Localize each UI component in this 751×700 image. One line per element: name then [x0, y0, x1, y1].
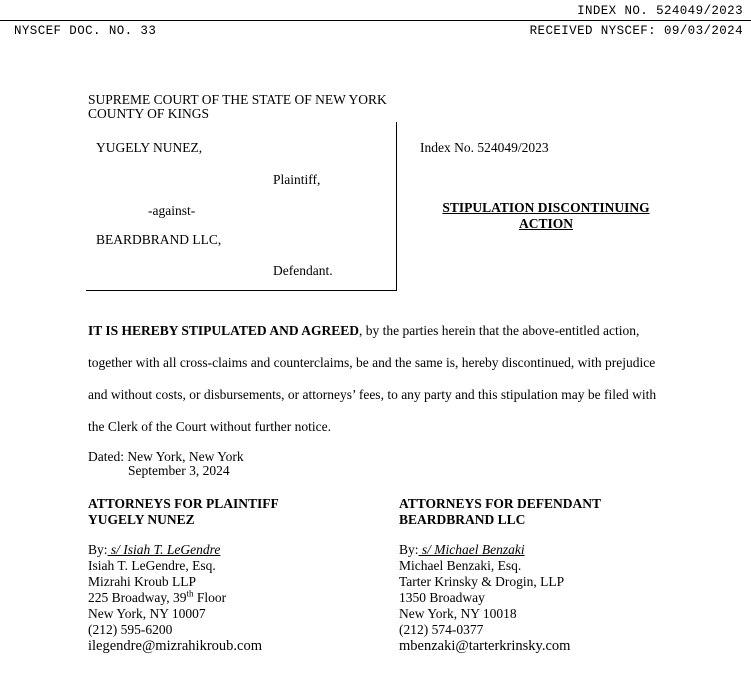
- index-number: Index No. 524049/2023: [420, 140, 549, 155]
- plaintiff-address-2: New York, NY 10007: [88, 606, 206, 621]
- header-rule: [0, 20, 751, 21]
- body-line-2: together with all cross-claims and counterclaims, be and the same is, hereby discontinued, with prejudice: [88, 355, 656, 370]
- plaintiff-attorneys-heading: ATTORNEYS FOR PLAINTIFF: [88, 496, 279, 511]
- plaintiff-signature: s/ Isiah T. LeGendre: [107, 542, 221, 557]
- body-line-1-rest: , by the parties herein that the above-entitled action,: [358, 323, 640, 338]
- nyscef-doc-number: NYSCEF DOC. NO. 33: [14, 24, 157, 38]
- body-line-3: and without costs, or disbursements, or attorneys’ fees, to any party and this stipulation may be filed with: [88, 387, 657, 402]
- defendant-address-2: New York, NY 10018: [399, 606, 517, 621]
- defendant-signature: s/ Michael Benzaki: [418, 542, 525, 557]
- plaintiff-email: ilegendre@mizrahikroub.com: [88, 638, 262, 654]
- defendant-address-1: 1350 Broadway: [399, 590, 485, 605]
- against-label: -against-: [148, 203, 196, 218]
- plaintiff-role: Plaintiff,: [273, 172, 321, 187]
- body-line-4: the Clerk of the Court without further notice.: [88, 419, 331, 434]
- defendant-firm: Tarter Krinsky & Drogin, LLP: [399, 574, 565, 589]
- defendant-client-name: BEARDBRAND LLC: [399, 512, 526, 527]
- plaintiff-firm: Mizrahi Kroub LLP: [88, 574, 196, 589]
- defendant-role: Defendant.: [273, 263, 333, 278]
- received-nyscef-date: RECEIVED NYSCEF: 09/03/2024: [529, 24, 743, 38]
- plaintiff-phone: (212) 595-6200: [88, 622, 173, 637]
- plaintiff-address-ordinal: th: [186, 588, 194, 599]
- document-title: [420, 200, 672, 232]
- plaintiff-name: YUGELY NUNEZ,: [96, 140, 203, 155]
- plaintiff-attorneys-block: [88, 496, 279, 654]
- plaintiff-client-name: YUGELY NUNEZ: [88, 512, 195, 527]
- by-label: By:: [88, 542, 108, 557]
- defendant-signature-line: [399, 542, 601, 558]
- by-label: By:: [399, 542, 419, 557]
- court-name: SUPREME COURT OF THE STATE OF NEW YORK: [88, 92, 387, 107]
- document-title-line2: ACTION: [518, 216, 573, 231]
- defendant-attorney-name: Michael Benzaki, Esq.: [399, 558, 522, 573]
- plaintiff-signature-line: [88, 542, 279, 558]
- dated-date: September 3, 2024: [128, 463, 230, 478]
- court-county: COUNTY OF KINGS: [88, 106, 210, 121]
- defendant-email: mbenzaki@tarterkrinsky.com: [399, 638, 571, 654]
- plaintiff-address-floor: Floor: [193, 590, 227, 605]
- body-line-1: [88, 323, 639, 339]
- plaintiff-address-street: 225 Broadway, 39: [88, 590, 187, 605]
- plaintiff-address-1: [88, 590, 279, 606]
- defendant-attorneys-block: [399, 496, 601, 654]
- document-title-line1: STIPULATION DISCONTINUING: [442, 200, 650, 215]
- index-number-header: INDEX NO. 524049/2023: [577, 4, 743, 18]
- dated-location: Dated: New York, New York: [88, 449, 244, 464]
- defendant-name: BEARDBRAND LLC,: [96, 232, 222, 247]
- defendant-attorneys-heading: ATTORNEYS FOR DEFENDANT: [399, 496, 602, 511]
- defendant-phone: (212) 574-0377: [399, 622, 484, 637]
- plaintiff-attorney-name: Isiah T. LeGendre, Esq.: [88, 558, 216, 573]
- stipulated-lead: IT IS HEREBY STIPULATED AND AGREED: [88, 323, 359, 338]
